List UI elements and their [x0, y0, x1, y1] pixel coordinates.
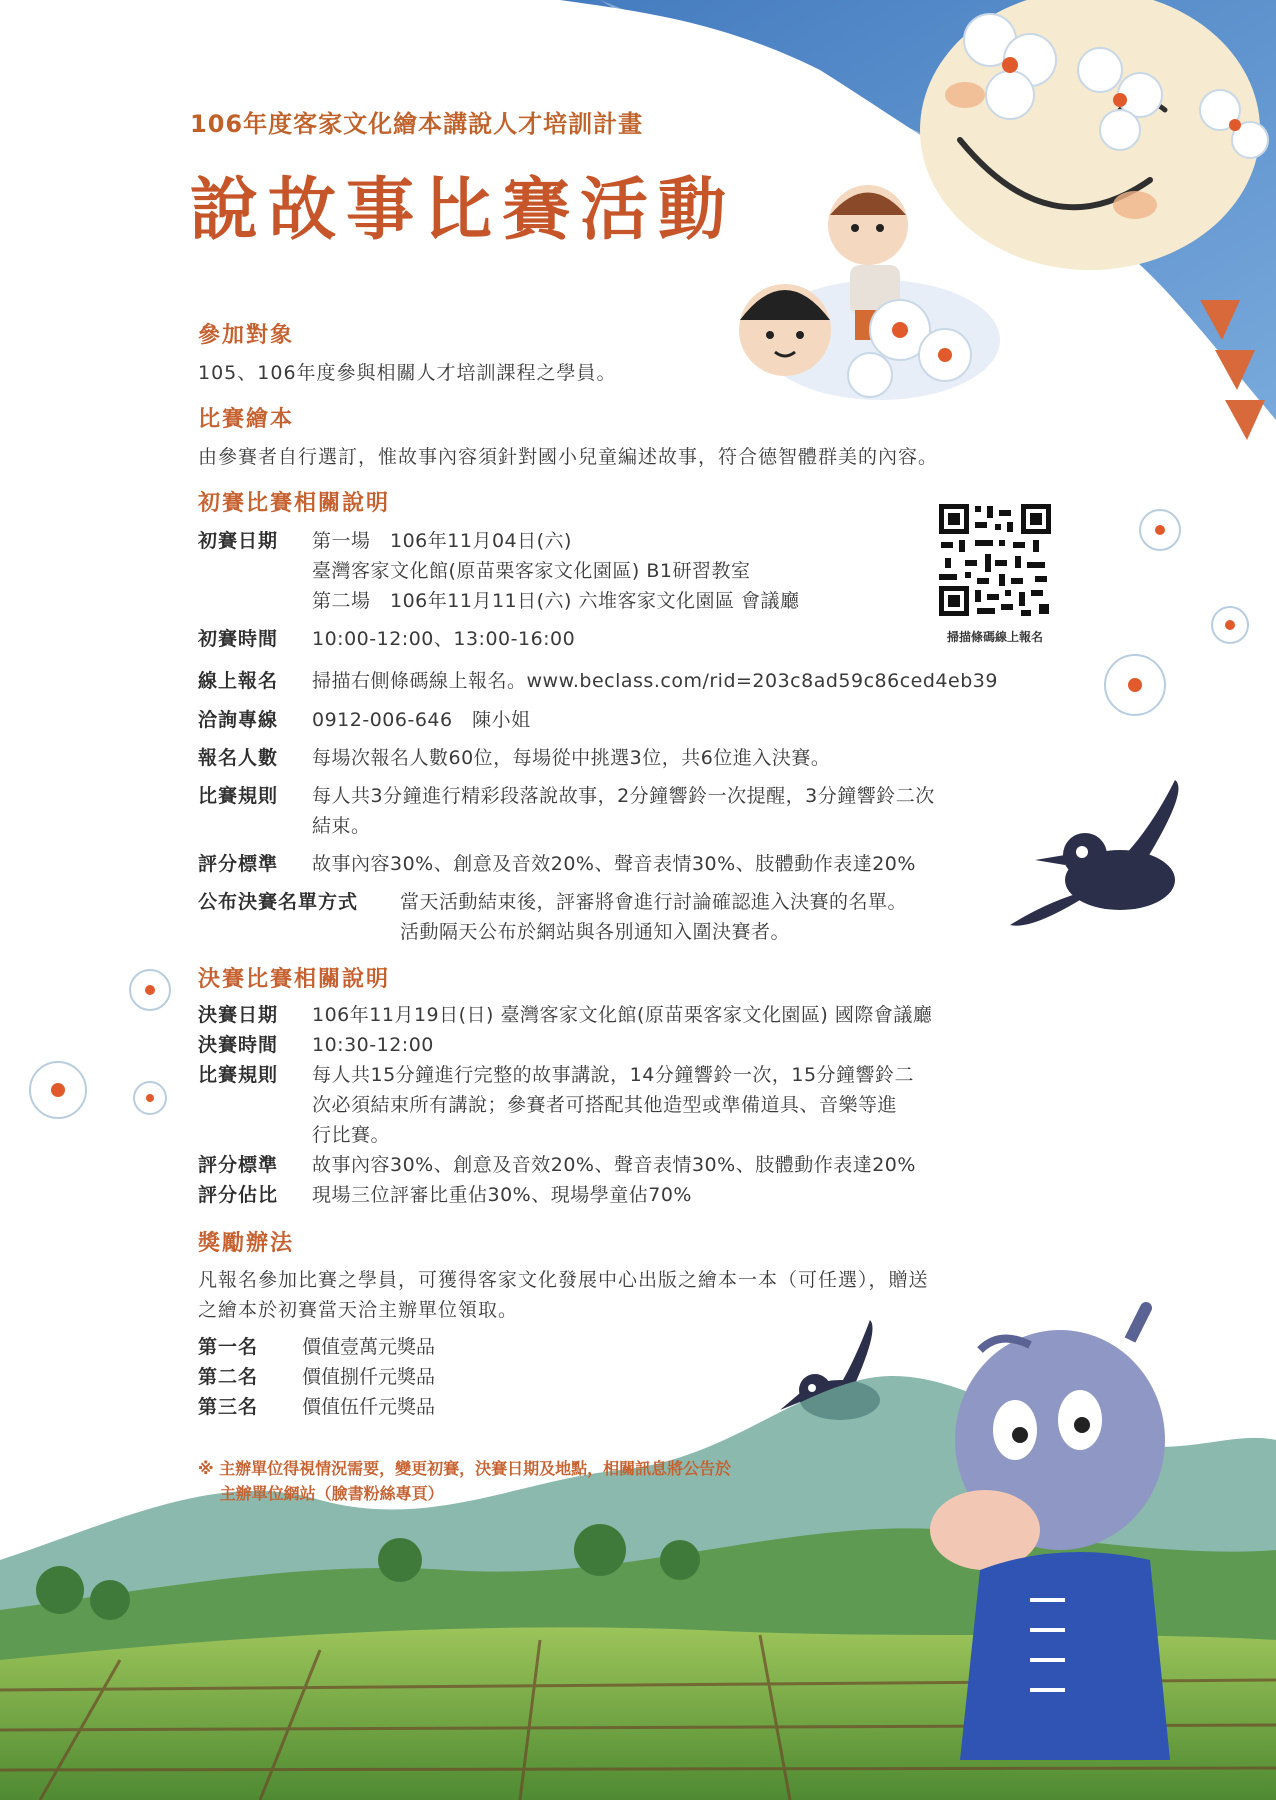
final-rules-line: 每人共15分鐘進行完整的故事講說，14分鐘響鈴一次，15分鐘響鈴二 [312, 1064, 915, 1086]
prize-value: 價值捌仟元獎品 [302, 1366, 436, 1388]
page-title: 說故事比賽活動 [190, 170, 737, 250]
final-scoring-value: 故事內容30%、創意及音效20%、聲音表情30%、肢體動作表達20% [312, 1154, 916, 1176]
crow-icon [1010, 780, 1178, 926]
prize-rank: 第二名 [198, 1366, 259, 1388]
preliminary-date-line: 第一場 106年11月04日(六) [312, 530, 572, 552]
picture-book-heading: 比賽繪本 [198, 407, 295, 432]
final-heading: 決賽比賽相關說明 [198, 967, 391, 992]
prize-value: 價值壹萬元獎品 [302, 1336, 436, 1358]
registration-qr-code-icon[interactable] [935, 500, 1055, 620]
preliminary-date-value [312, 526, 800, 616]
preliminary-date-label: 初賽日期 [198, 530, 279, 552]
preliminary-time-value: 10:00-12:00、13:00-16:00 [312, 628, 576, 650]
awards-text-line: 凡報名參加比賽之學員，可獲得客家文化發展中心出版之繪本一本（可任選），贈送 [198, 1269, 929, 1291]
final-time-label: 決賽時間 [198, 1034, 279, 1056]
announce-label: 公布決賽名單方式 [198, 891, 359, 913]
prize-rank: 第一名 [198, 1336, 259, 1358]
announce-line: 當天活動結束後，評審將會進行討論確認進入決賽的名單。 [400, 891, 908, 913]
preliminary-rules-line: 每人共3分鐘進行精彩段落說故事，2分鐘響鈴一次提醒，3分鐘響鈴二次 [312, 785, 935, 807]
final-rules-label: 比賽規則 [198, 1064, 279, 1086]
count-value: 每場次報名人數60位，每場從中挑選3位，共6位進入決賽。 [312, 747, 831, 769]
final-date-label: 決賽日期 [198, 1004, 279, 1026]
final-rules-line: 行比賽。 [312, 1124, 391, 1146]
preliminary-time-label: 初賽時間 [198, 628, 279, 650]
prize-row [198, 1332, 435, 1362]
announce-line: 活動隔天公布於網站與各別通知入圍決賽者。 [400, 921, 791, 943]
final-weight-label: 評分佔比 [198, 1184, 279, 1206]
hotline-value: 0912-006-646 陳小姐 [312, 709, 531, 731]
organizer-note [198, 1456, 731, 1506]
final-date-value: 106年11月19日(日) 臺灣客家文化館(原苗栗客家文化園區) 國際會議廳 [312, 1004, 933, 1026]
final-weight-value: 現場三位評審比重佔30%、現場學童佔70% [312, 1184, 692, 1206]
prize-row [198, 1392, 435, 1422]
final-time-value: 10:30-12:00 [312, 1034, 434, 1056]
preliminary-heading: 初賽比賽相關說明 [198, 491, 391, 516]
count-label: 報名人數 [198, 747, 279, 769]
final-rules-line: 次必須結束所有講說；參賽者可搭配其他造型或準備道具、音樂等進 [312, 1094, 898, 1116]
prize-row [198, 1362, 435, 1392]
preliminary-date-line: 臺灣客家文化館(原苗栗客家文化園區) B1研習教室 [312, 560, 751, 582]
organizer-note-line: ※ 主辦單位得視情況需要，變更初賽，決賽日期及地點，相關訊息將公告於 [198, 1459, 732, 1478]
final-rules-value [312, 1060, 914, 1150]
event-subtitle: 106年度客家文化繪本講說人才培訓計畫 [190, 110, 644, 138]
prize-value: 價值伍仟元獎品 [302, 1396, 436, 1418]
awards-text [198, 1265, 929, 1325]
hotline-label: 洽詢專線 [198, 709, 279, 731]
final-scoring-label: 評分標準 [198, 1154, 279, 1176]
preliminary-scoring-label: 評分標準 [198, 853, 279, 875]
picture-book-text: 由參賽者自行選訂，惟故事內容須針對國小兒童編述故事，符合德智體群美的內容。 [198, 446, 939, 468]
participants-heading: 參加對象 [198, 323, 295, 348]
preliminary-rules-value [312, 781, 935, 841]
preliminary-rules-line: 結束。 [312, 815, 371, 837]
registration-label: 線上報名 [198, 670, 279, 692]
preliminary-date-line: 第二場 106年11月11日(六) 六堆客家文化園區 會議廳 [312, 590, 800, 612]
awards-text-line: 之繪本於初賽當天洽主辦單位領取。 [198, 1299, 519, 1321]
prize-rank: 第三名 [198, 1396, 259, 1418]
awards-heading: 獎勵辦法 [198, 1231, 295, 1256]
qr-caption: 掃描條碼線上報名 [946, 630, 1043, 644]
preliminary-rules-label: 比賽規則 [198, 785, 279, 807]
preliminary-scoring-value: 故事內容30%、創意及音效20%、聲音表情30%、肢體動作表達20% [312, 853, 916, 875]
participants-text: 105、106年度參與相關人才培訓課程之學員。 [198, 362, 617, 384]
registration-link[interactable]: 掃描右側條碼線上報名。www.beclass.com/rid=203c8ad59c86ced4eb39 [312, 670, 998, 692]
organizer-note-line: 主辦單位網站（臉書粉絲專頁） [198, 1484, 444, 1503]
announce-value [400, 887, 907, 947]
